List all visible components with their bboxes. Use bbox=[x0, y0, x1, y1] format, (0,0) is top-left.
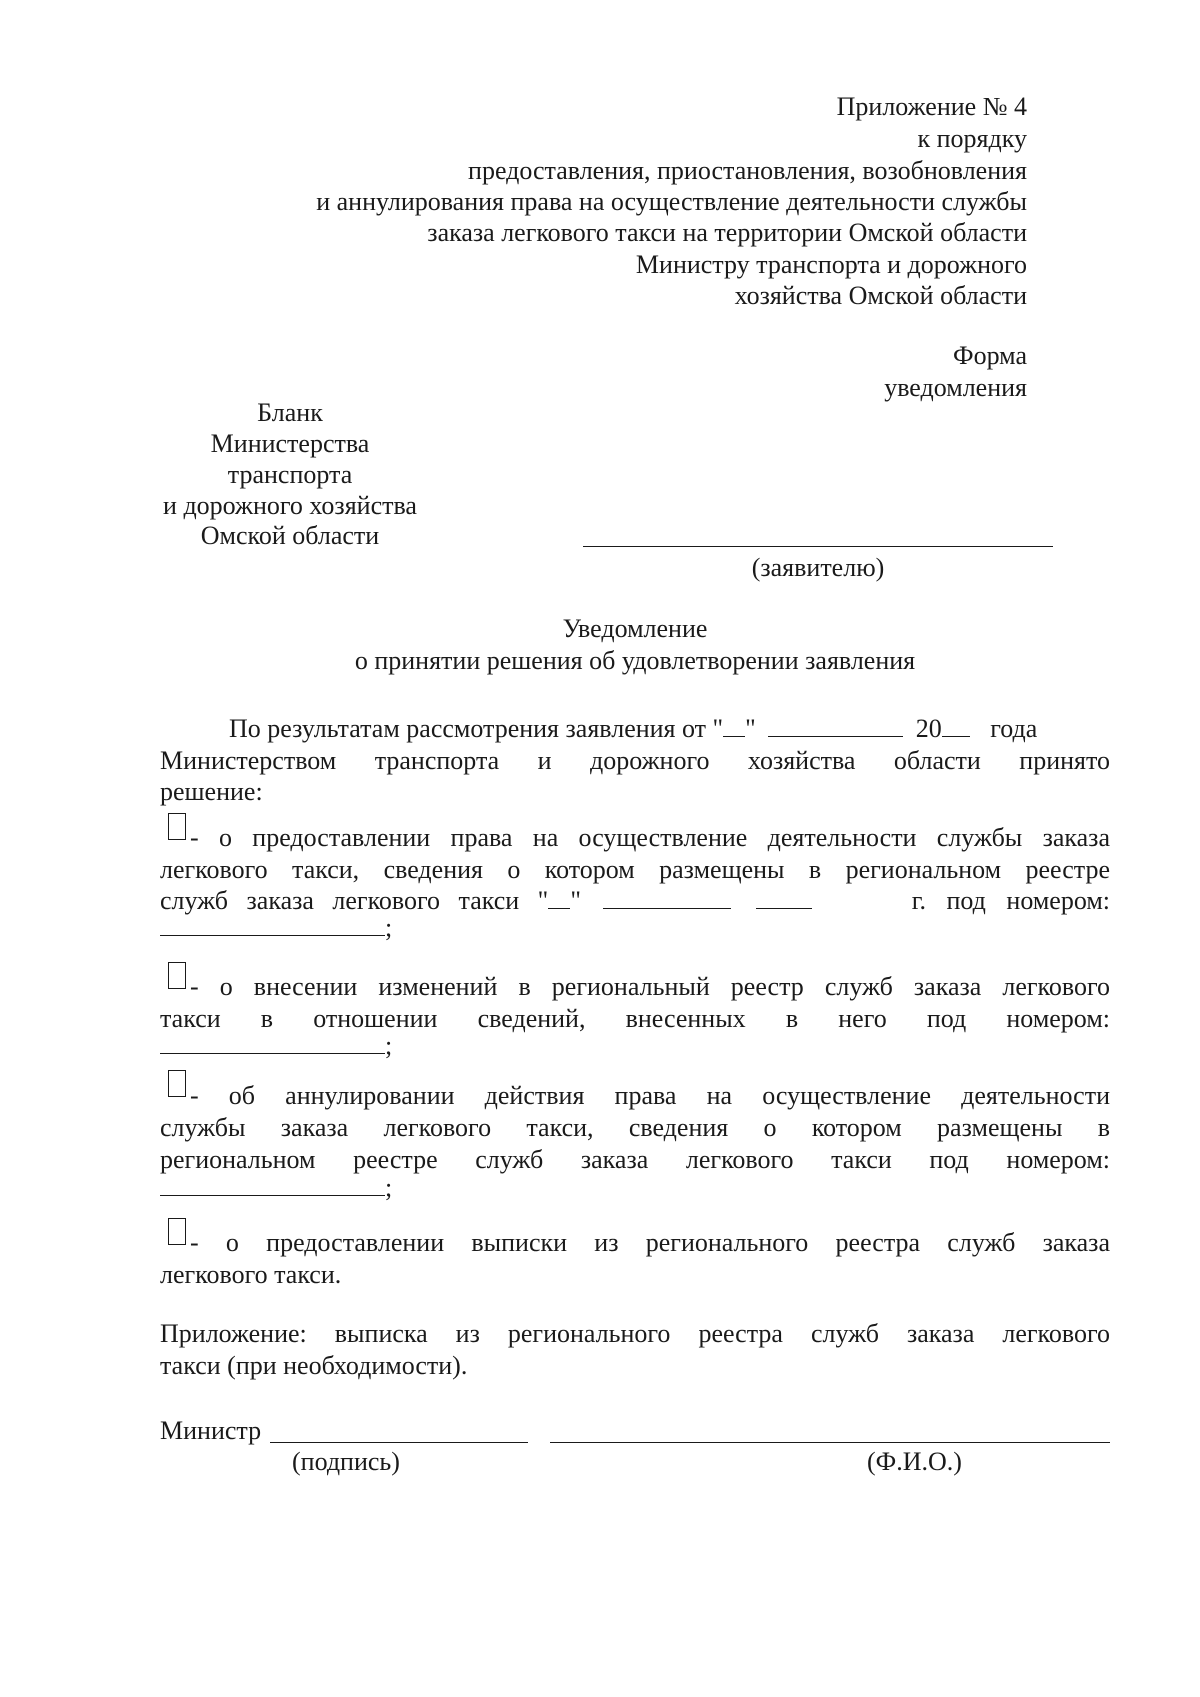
blank-line: транспорта bbox=[227, 460, 353, 489]
attachment-line-1: Приложение: выписка из регионального реестра служб заказа легкового bbox=[160, 1319, 1110, 1348]
document-title: Уведомление bbox=[562, 614, 708, 643]
registry-year-field[interactable] bbox=[756, 886, 812, 909]
recipient-field[interactable] bbox=[583, 546, 1053, 547]
intro-line-2: Министерством транспорта и дорожного хозяйства области принято bbox=[160, 746, 1110, 775]
form-label: уведомления bbox=[884, 373, 1027, 402]
signature-role: Министр bbox=[160, 1416, 262, 1445]
option-3-line-2: службы заказа легкового такси, сведения о котором размещены в bbox=[160, 1113, 1110, 1142]
recipient-caption: (заявителю) bbox=[751, 553, 885, 582]
year-field[interactable] bbox=[942, 714, 970, 737]
month-field[interactable] bbox=[768, 714, 903, 737]
form-label: Форма bbox=[953, 341, 1027, 370]
header-line: заказа легкового такси на территории Омской области bbox=[427, 218, 1027, 247]
option-2-line-1: - о внесении изменений в региональный реестр служб заказа легкового bbox=[190, 972, 1110, 1001]
attachment-line-2: такси (при необходимости). bbox=[160, 1351, 468, 1380]
header-line: хозяйства Омской области bbox=[734, 281, 1027, 310]
option-3-checkbox[interactable] bbox=[168, 1070, 186, 1097]
header-line: предоставления, приостановления, возобновления bbox=[468, 156, 1027, 185]
option-4-checkbox[interactable] bbox=[168, 1218, 186, 1245]
signature-field[interactable] bbox=[270, 1442, 528, 1443]
option-4-line-1: - о предоставлении выписки из регионального реестра служб заказа bbox=[190, 1228, 1110, 1257]
header-line: и аннулирования права на осуществление деятельности службы bbox=[316, 187, 1027, 216]
option-3-number-row: ; bbox=[160, 1172, 392, 1204]
blank-line: и дорожного хозяйства bbox=[163, 491, 417, 520]
header-line: Приложение № 4 bbox=[836, 92, 1027, 121]
header-line: Министру транспорта и дорожного bbox=[635, 250, 1027, 279]
signature-caption: (подпись) bbox=[292, 1447, 400, 1476]
option-1-line-1: - о предоставлении права на осуществление деятельности службы заказа bbox=[190, 823, 1110, 852]
option-2-checkbox[interactable] bbox=[168, 962, 186, 989]
option-2-number-row: ; bbox=[160, 1030, 392, 1062]
option-1-checkbox[interactable] bbox=[168, 813, 186, 840]
name-caption: (Ф.И.О.) bbox=[867, 1447, 962, 1476]
option-3-number-field[interactable] bbox=[160, 1173, 385, 1196]
document-subtitle: о принятии решения об удовлетворении заявления bbox=[354, 646, 916, 675]
name-field[interactable] bbox=[550, 1442, 1110, 1443]
blank-line: Министерства bbox=[210, 429, 370, 458]
registry-month-field[interactable] bbox=[603, 886, 731, 909]
option-3-line-1: - об аннулировании действия права на осуществление деятельности bbox=[190, 1081, 1110, 1110]
option-2-number-field[interactable] bbox=[160, 1031, 385, 1054]
intro-line-3: решение: bbox=[160, 777, 263, 806]
option-4-line-2: легкового такси. bbox=[160, 1260, 342, 1289]
day-field[interactable] bbox=[723, 714, 745, 737]
option-1-number-label: г. под номером: bbox=[911, 886, 1110, 915]
option-2-line-2: такси в отношении сведений, внесенных в него под номером: bbox=[160, 1004, 1110, 1033]
option-1-number-row: ; bbox=[160, 912, 392, 944]
registry-day-field[interactable] bbox=[548, 886, 570, 909]
option-3-line-3: региональном реестре служб заказа легкового такси под номером: bbox=[160, 1145, 1110, 1174]
blank-line: Бланк bbox=[257, 398, 323, 427]
option-1-line-2: легкового такси, сведения о котором размещены в региональном реестре bbox=[160, 855, 1110, 884]
option-1-number-field[interactable] bbox=[160, 913, 385, 936]
option-1-line-3: служб заказа легкового такси " " bbox=[160, 885, 1110, 917]
header-line: к порядку bbox=[917, 124, 1027, 153]
intro-line-1: По результатам рассмотрения заявления от " " 20 года bbox=[229, 714, 1038, 743]
blank-line: Омской области bbox=[200, 521, 380, 550]
